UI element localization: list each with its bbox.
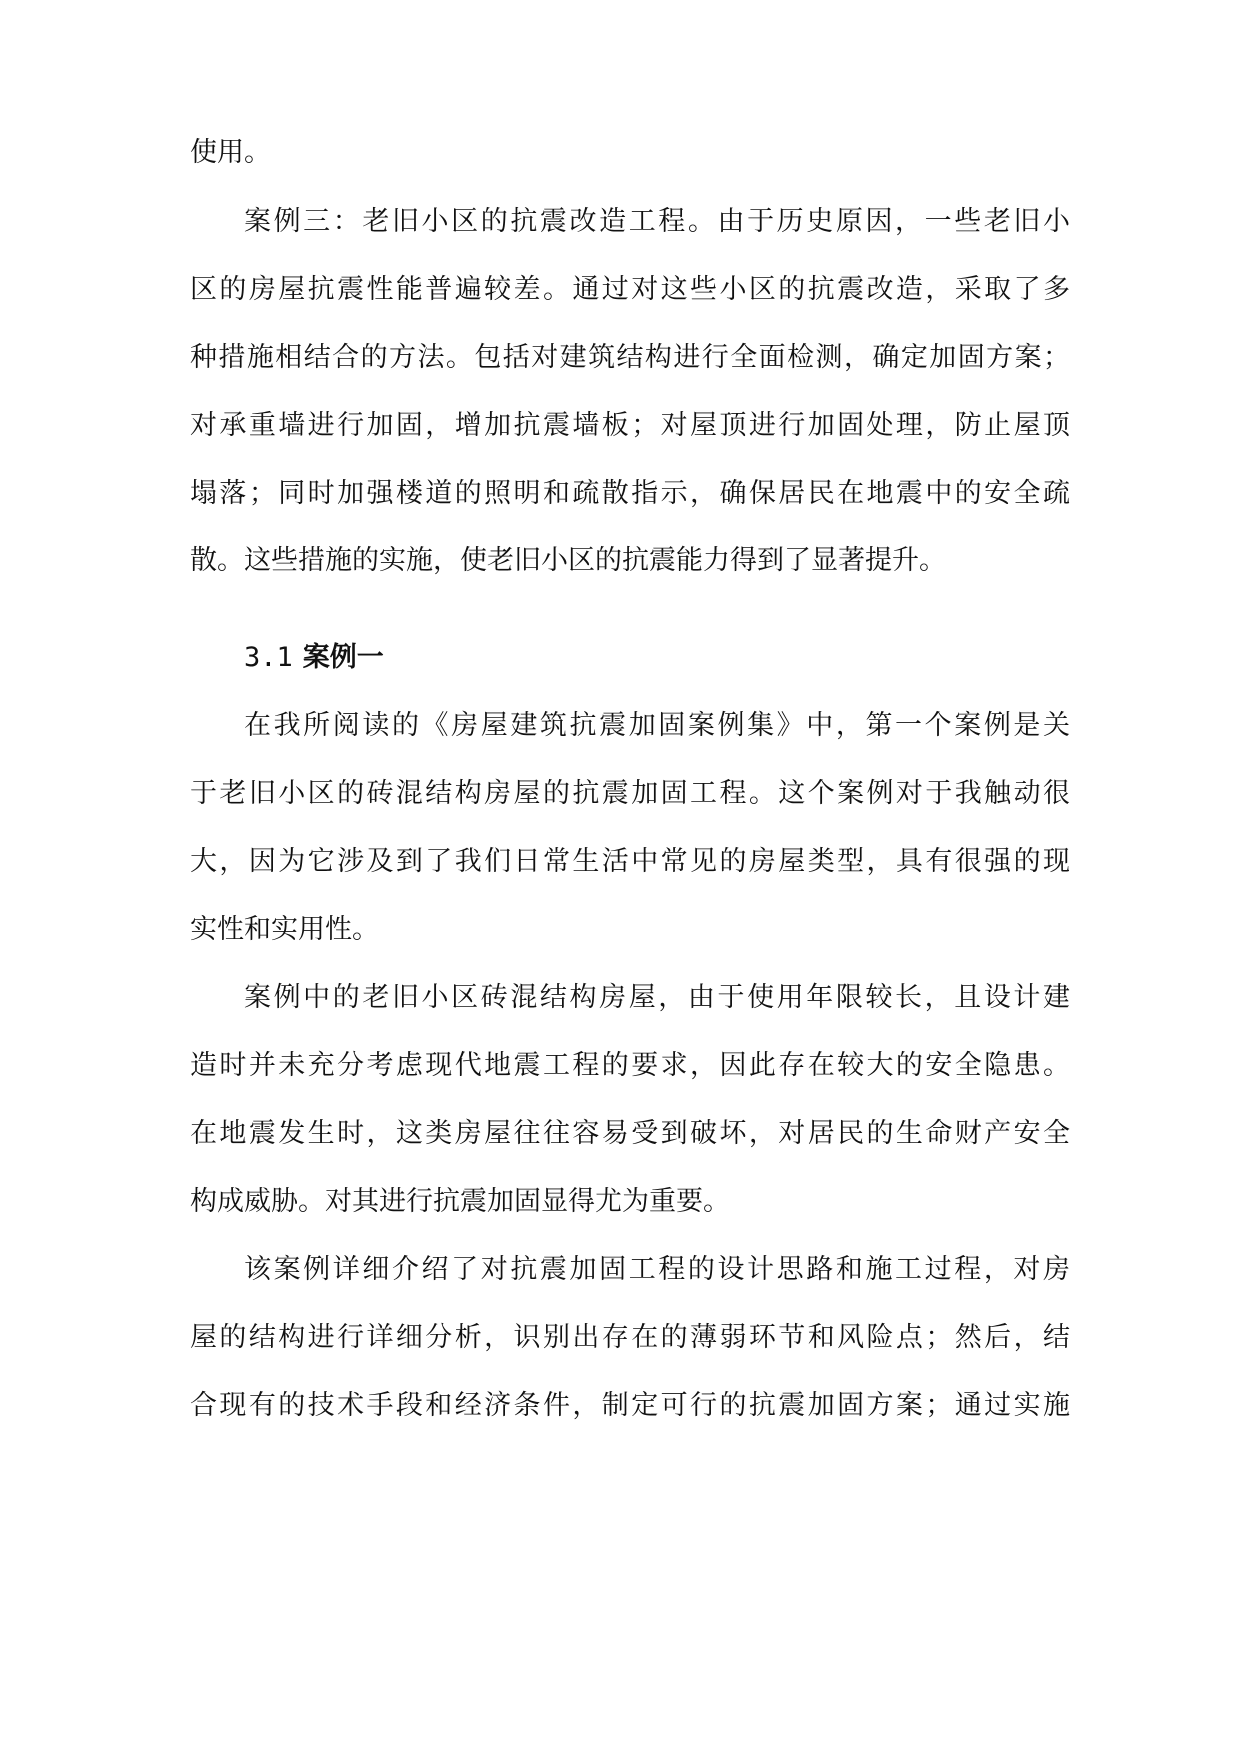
text-line: 在地震发生时，这类房屋往往容易受到破坏，对居民的生命财产安全 bbox=[190, 1118, 1070, 1149]
text-line: 区的房屋抗震性能普遍较差。通过对这些小区的抗震改造，采取了多 bbox=[190, 274, 1070, 305]
text-line: 实性和实用性。 bbox=[190, 914, 379, 945]
text-line: 构成威胁。对其进行抗震加固显得尤为重要。 bbox=[190, 1186, 730, 1217]
section-title: 案例一 bbox=[302, 642, 384, 673]
text-line: 塌落；同时加强楼道的照明和疏散指示，确保居民在地震中的安全疏 bbox=[190, 478, 1070, 509]
section-heading bbox=[244, 638, 384, 678]
text-line: 使用。 bbox=[190, 137, 271, 168]
text-line: 种措施相结合的方法。包括对建筑结构进行全面检测，确定加固方案； bbox=[190, 342, 1070, 373]
text-line: 散。这些措施的实施，使老旧小区的抗震能力得到了显著提升。 bbox=[190, 545, 946, 576]
text-line: 该案例详细介绍了对抗震加固工程的设计思路和施工过程，对房 bbox=[244, 1254, 1070, 1285]
text-line: 大，因为它涉及到了我们日常生活中常见的房屋类型，具有很强的现 bbox=[190, 846, 1070, 877]
section-number: 3.1 bbox=[244, 642, 293, 673]
text-line: 造时并未充分考虑现代地震工程的要求，因此存在较大的安全隐患。 bbox=[190, 1050, 1070, 1081]
text-line: 屋的结构进行详细分析，识别出存在的薄弱环节和风险点；然后，结 bbox=[190, 1322, 1070, 1353]
text-line: 于老旧小区的砖混结构房屋的抗震加固工程。这个案例对于我触动很 bbox=[190, 778, 1070, 809]
text-line: 在我所阅读的《房屋建筑抗震加固案例集》中，第一个案例是关 bbox=[244, 710, 1070, 741]
text-line: 对承重墙进行加固，增加抗震墙板；对屋顶进行加固处理，防止屋顶 bbox=[190, 410, 1070, 441]
text-line: 案例中的老旧小区砖混结构房屋，由于使用年限较长，且设计建 bbox=[244, 982, 1070, 1013]
text-line: 合现有的技术手段和经济条件，制定可行的抗震加固方案；通过实施 bbox=[190, 1390, 1070, 1421]
text-line: 案例三：老旧小区的抗震改造工程。由于历史原因，一些老旧小 bbox=[244, 206, 1070, 237]
